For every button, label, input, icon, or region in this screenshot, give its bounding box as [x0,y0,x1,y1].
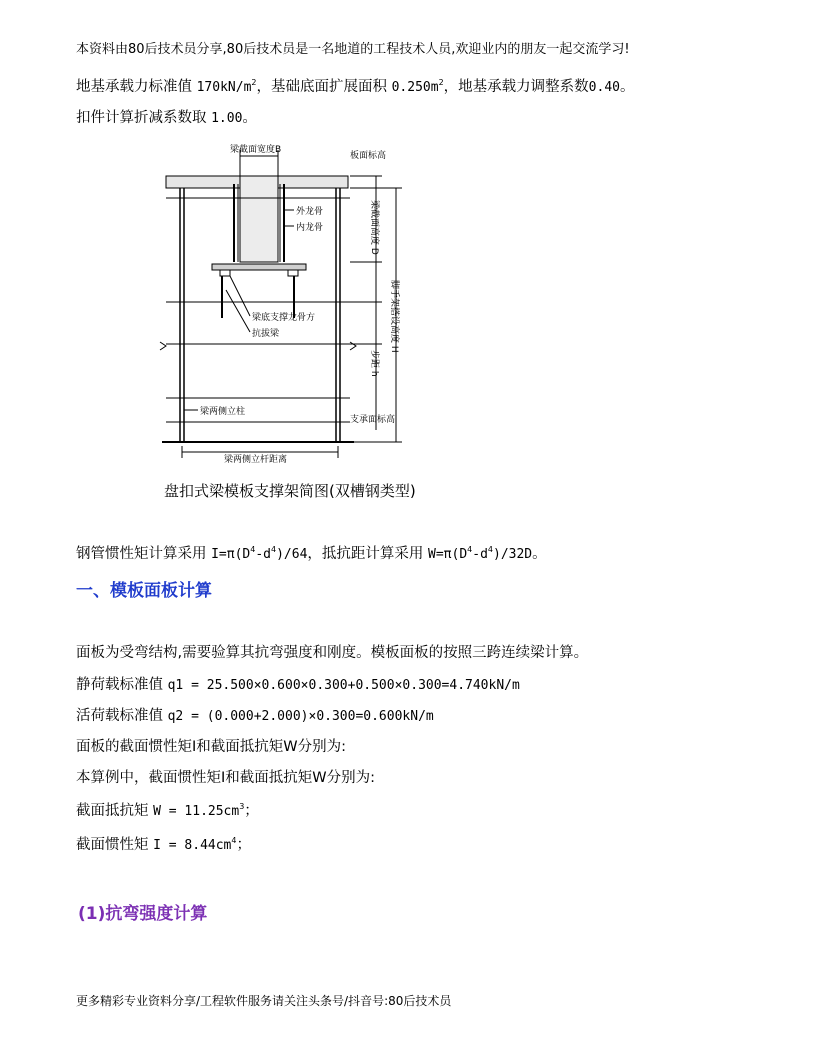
moment-of-inertia-line: 截面惯性矩 $I = 8.44cm^4$； [76,836,251,853]
live-load-line: 活荷载标准值 q2 = (0.000+2.000)×0.300=0.600kN/m [76,708,434,724]
bearing-capacity-line: 地基承载力标准值 $170kN/m^2$，基础底面扩展面积 $0.250m^2$，地基承载力调整系数0.40。 [76,78,635,95]
page-header: 本资料由80后技术员分享,80后技术员是一名地道的工程技术人员,欢迎业内的朋友一起交流学习! [76,42,630,57]
label-support-height: 脚手架搭设高度 H [389,280,399,353]
label-outer-rib: 外龙骨 [296,207,324,217]
section-properties-example: 本算例中，截面惯性矩I和截面抵抗矩W分别为: [76,770,375,786]
page-footer: 更多精彩专业资料分享/工程软件服务请关注头条号/抖音号:80后技术员 [76,994,452,1008]
section-properties-intro: 面板的截面惯性矩I和截面抵抗矩W分别为: [76,739,346,755]
label-slab-elevation: 板面标高 [350,151,387,161]
panel-description: 面板为受弯结构,需要验算其抗弯强度和刚度。模板面板的按照三跨连续梁计算。 [76,645,589,661]
section-heading-bending-strength: (1)抗弯强度计算 [78,904,208,924]
label-beam-bottom-rib: 梁底支撑龙骨方 [252,313,316,323]
label-anti-pull-beam: 抗拔梁 [252,329,280,339]
reduction-factor-line: 扣件计算折减系数取 1.00。 [76,110,257,126]
label-support-elevation: 支承面标高 [350,415,396,425]
section-modulus-line: 截面抵抗矩 $W = 11.25cm^3$； [76,802,259,819]
label-beam-height: 梁截面高度 D [369,200,379,255]
label-post-spacing: 梁两侧立杆距离 [224,455,288,465]
steel-pipe-formula-line: 钢管惯性矩计算采用 $I=\pi(D^4-d^4)/64$，抵抗距计算采用 $W=\pi(D^4-d^4)/32D$。 [76,545,547,562]
dead-load-line: 静荷载标准值 q1 = 25.500×0.600×0.300+0.500×0.300=4.740kN/m [76,677,520,693]
figure-caption: 盘扣式梁模板支撑架简图(双槽钢类型) [164,482,416,500]
label-side-post: 梁两侧立柱 [200,407,246,417]
section-heading-formwork-panel: 一、模板面板计算 [76,581,212,601]
label-inner-rib: 内龙骨 [296,223,324,233]
label-step: 步距 h [369,350,379,377]
label-beam-width: 梁截面宽度B [230,145,282,155]
support-frame-diagram [150,140,420,472]
